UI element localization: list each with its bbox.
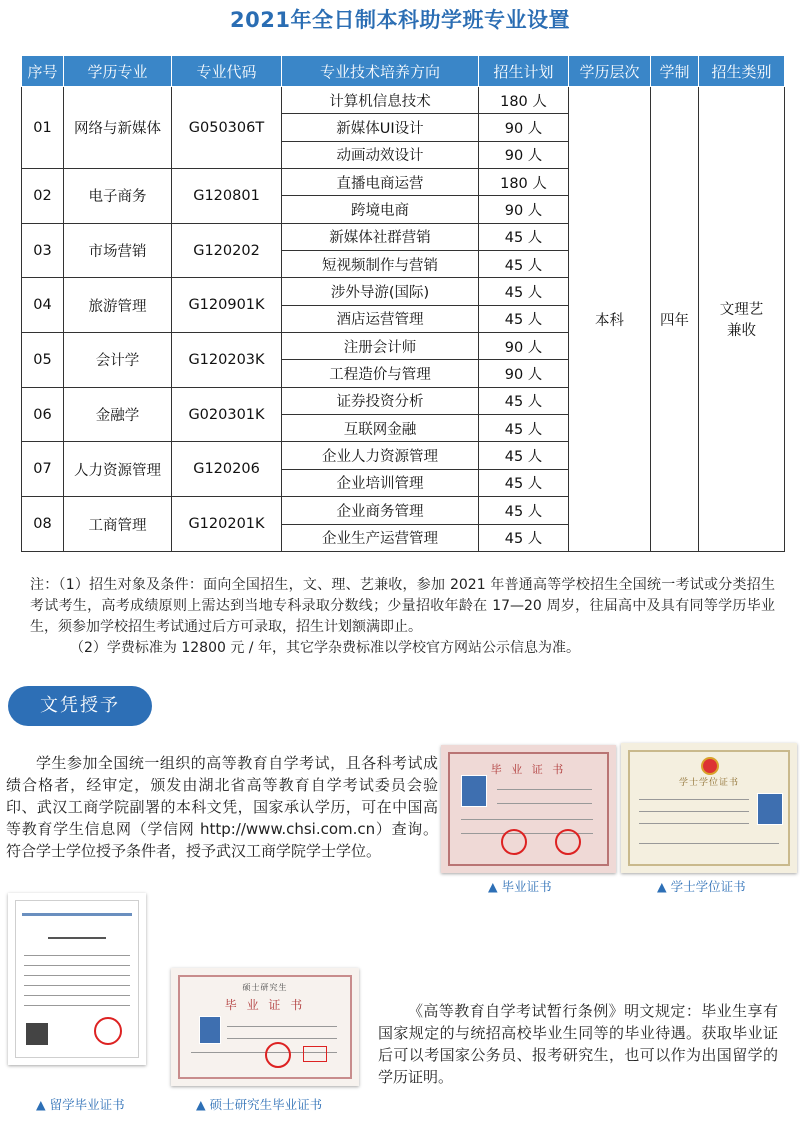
graduation-certificate-caption: ▲ 毕业证书 — [488, 879, 552, 894]
cell-no: 01 — [22, 87, 64, 169]
cell-direction: 企业商务管理 — [282, 497, 479, 524]
cell-quota: 180 人 — [479, 87, 569, 114]
diploma-description: 学生参加全国统一组织的高等教育自学考试，且各科考试成绩合格者，经审定，颁发由湖北省高等教育自学考试委员会验印、武汉工商学院副署的本科文凭，国家承认学历，可在中国高等教育学生信息网（学信网 http://www.chsi.com.cn）查询。符合学士学位授予条件者，授予武汉工商学院学士学位。 — [6, 754, 438, 860]
portrait-photo-icon — [461, 775, 487, 807]
cell-direction: 涉外导游(国际) — [282, 278, 479, 305]
note-1: 注：（1）招生对象及条件：面向全国招生，文、理、艺兼收，参加 2021 年普通高等学校招生全国统一考试或分类招生考试考生，高考成绩原则上需达到当地专科录取分数线；少量招收年龄在 17—20 周岁，往届高中及具有同等学历毕业生，须参加学校招生考试通过后方可录取，招生计划额满即止。 — [30, 577, 775, 635]
cell-code: G120801 — [172, 169, 282, 224]
qr-code-icon — [26, 1023, 48, 1045]
graduation-certificate-title: 毕 业 证 书 — [490, 763, 567, 776]
master-certificate-title: 毕 业 证 书 — [224, 998, 306, 1012]
degree-certificate-image — [621, 743, 797, 873]
red-seal-icon — [265, 1042, 291, 1068]
cell-category — [699, 87, 785, 552]
category-line2: 兼收 — [727, 323, 756, 339]
header-level: 学历层次 — [569, 56, 651, 87]
cell-quota: 45 人 — [479, 524, 569, 552]
cell-quota: 90 人 — [479, 114, 569, 141]
cell-direction: 互联网金融 — [282, 415, 479, 442]
cell-quota: 45 人 — [479, 469, 569, 496]
table-row — [22, 87, 785, 114]
cell-code: G120901K — [172, 278, 282, 333]
header-category: 招生类别 — [699, 56, 785, 87]
cell-direction: 直播电商运营 — [282, 169, 479, 196]
cell-direction: 新媒体UI设计 — [282, 114, 479, 141]
red-seal-icon — [94, 1017, 122, 1045]
cell-direction: 企业生产运营管理 — [282, 524, 479, 552]
cell-no: 04 — [22, 278, 64, 333]
cell-code: G120201K — [172, 497, 282, 552]
header-duration: 学制 — [651, 56, 699, 87]
cell-direction: 企业培训管理 — [282, 469, 479, 496]
portrait-photo-icon — [757, 793, 783, 825]
cell-major: 旅游管理 — [64, 278, 172, 333]
cell-major: 工商管理 — [64, 497, 172, 552]
cell-no: 08 — [22, 497, 64, 552]
master-certificate-image — [171, 968, 359, 1086]
cell-direction: 酒店运营管理 — [282, 305, 479, 332]
overseas-certificate-image — [8, 893, 146, 1065]
cell-no: 03 — [22, 223, 64, 278]
cell-direction: 计算机信息技术 — [282, 87, 479, 114]
cell-quota: 180 人 — [479, 169, 569, 196]
cell-quota: 45 人 — [479, 497, 569, 524]
cell-major: 金融学 — [64, 387, 172, 442]
cell-major: 市场营销 — [64, 223, 172, 278]
cell-code: G120203K — [172, 333, 282, 388]
stamp-icon — [303, 1046, 327, 1062]
cell-quota: 45 人 — [479, 223, 569, 250]
master-certificate-subtitle: 硕士研究生 — [242, 983, 288, 992]
red-seal-icon — [555, 829, 581, 855]
cell-direction: 动画动效设计 — [282, 141, 479, 168]
cell-major: 人力资源管理 — [64, 442, 172, 497]
section-title-diploma: 文凭授予 — [8, 686, 152, 726]
cell-duration: 四年 — [651, 87, 699, 552]
cell-direction: 新媒体社群营销 — [282, 223, 479, 250]
cell-quota: 45 人 — [479, 278, 569, 305]
header-major: 学历专业 — [64, 56, 172, 87]
cell-quota: 45 人 — [479, 442, 569, 469]
header-code: 专业代码 — [172, 56, 282, 87]
master-certificate-caption: ▲ 硕士研究生毕业证书 — [196, 1097, 323, 1112]
cell-code: G050306T — [172, 87, 282, 169]
overseas-certificate-caption: ▲ 留学毕业证书 — [36, 1097, 125, 1112]
cell-no: 06 — [22, 387, 64, 442]
degree-certificate-caption: ▲ 学士学位证书 — [657, 879, 746, 894]
header-direction: 专业技术培养方向 — [282, 56, 479, 87]
cell-direction: 短视频制作与营销 — [282, 251, 479, 278]
category-line1: 文理艺 — [719, 302, 764, 318]
cell-code: G120206 — [172, 442, 282, 497]
cell-level: 本科 — [569, 87, 651, 552]
table-header-row — [22, 56, 785, 87]
cell-no: 02 — [22, 169, 64, 224]
cell-quota: 90 人 — [479, 360, 569, 387]
cell-quota: 45 人 — [479, 387, 569, 414]
cell-no: 07 — [22, 442, 64, 497]
cell-quota: 90 人 — [479, 333, 569, 360]
national-emblem-icon — [701, 757, 719, 775]
cell-code: G020301K — [172, 387, 282, 442]
cell-major: 会计学 — [64, 333, 172, 388]
degree-certificate-title: 学士学位证书 — [678, 778, 739, 788]
cell-direction: 企业人力资源管理 — [282, 442, 479, 469]
cell-quota: 45 人 — [479, 251, 569, 278]
cell-quota: 45 人 — [479, 305, 569, 332]
portrait-photo-icon — [199, 1016, 221, 1044]
cell-direction: 证券投资分析 — [282, 387, 479, 414]
cell-quota: 45 人 — [479, 415, 569, 442]
regulation-description: 《高等教育自学考试暂行条例》明文规定：毕业生享有国家规定的与统招高校毕业生同等的毕业待遇。获取毕业证后可以考国家公务员、报考研究生，也可以作为出国留学的学历证明。 — [378, 1002, 778, 1086]
cell-direction: 工程造价与管理 — [282, 360, 479, 387]
cell-code: G120202 — [172, 223, 282, 278]
note-2: （2）学费标准为 12800 元 / 年，其它学杂费标准以学校官方网站公示信息为准。 — [70, 640, 580, 656]
majors-table — [21, 55, 785, 552]
cell-quota: 90 人 — [479, 141, 569, 168]
red-seal-icon — [501, 829, 527, 855]
cell-direction: 注册会计师 — [282, 333, 479, 360]
notes-block — [30, 575, 775, 659]
graduation-certificate-image — [441, 745, 616, 873]
header-no: 序号 — [22, 56, 64, 87]
header-quota: 招生计划 — [479, 56, 569, 87]
cell-direction: 跨境电商 — [282, 196, 479, 223]
page-title: 2021年全日制本科助学班专业设置 — [230, 8, 570, 32]
cell-major: 电子商务 — [64, 169, 172, 224]
cell-no: 05 — [22, 333, 64, 388]
cell-quota: 90 人 — [479, 196, 569, 223]
cell-major: 网络与新媒体 — [64, 87, 172, 169]
